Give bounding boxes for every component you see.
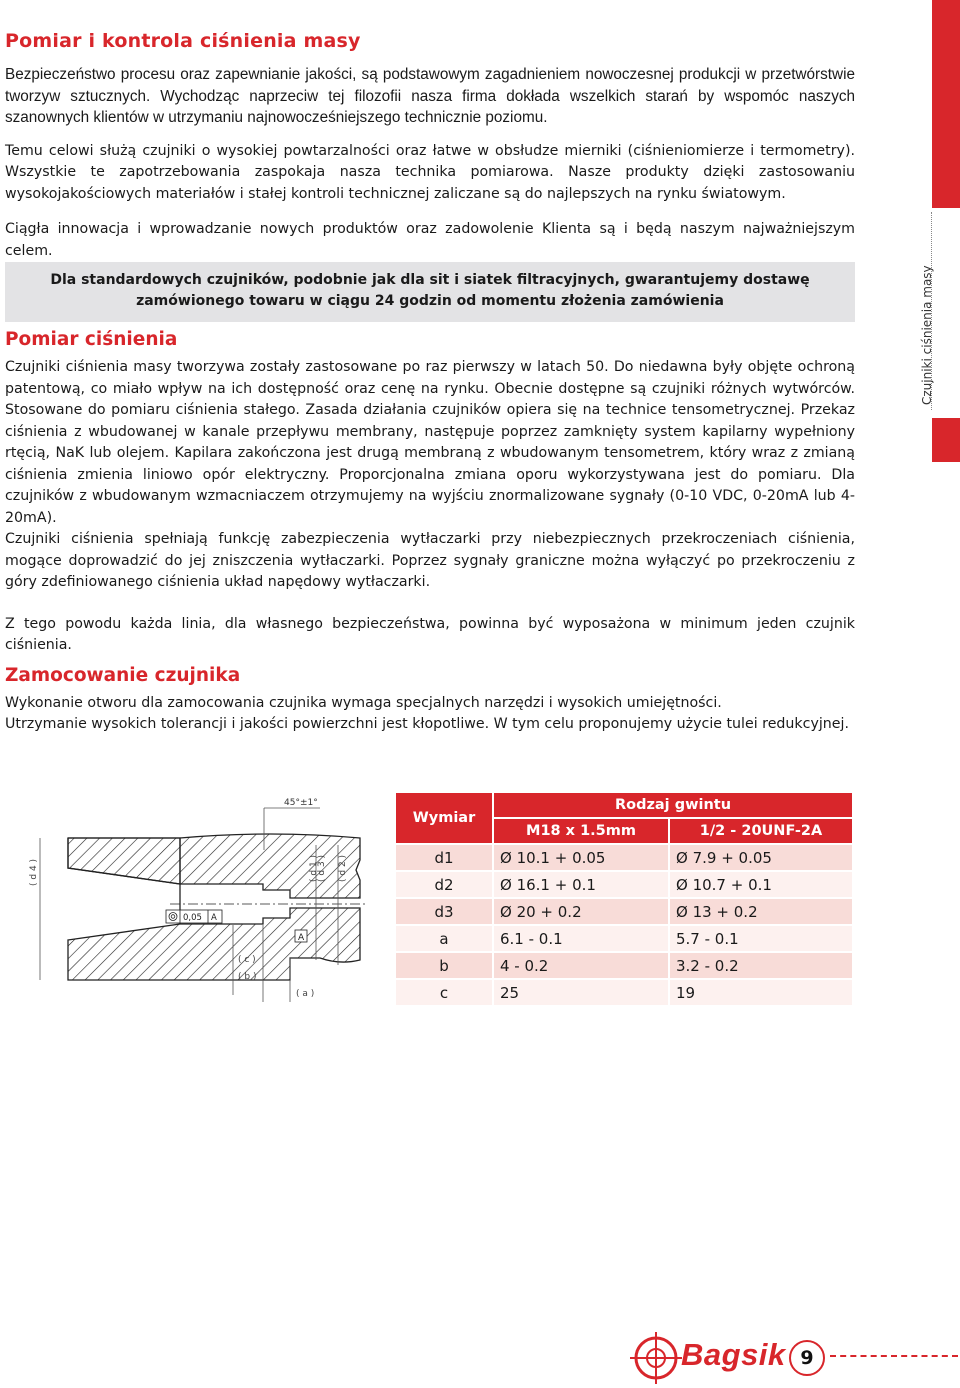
table-row <box>396 845 852 870</box>
delivery-notice <box>5 262 855 322</box>
label-d4: ( d 4 ) <box>29 858 39 886</box>
label-b: ( b ) <box>238 972 257 982</box>
cell-dim: d1 <box>396 845 492 870</box>
sidebar-red-bar <box>932 0 960 208</box>
page-number: 9 <box>789 1340 825 1376</box>
cell-unf: 3.2 - 0.2 <box>670 953 852 978</box>
brand-logo: Bagsik <box>681 1337 786 1372</box>
table-row <box>396 926 852 951</box>
cell-dim: a <box>396 926 492 951</box>
header-unf: 1/2 - 20UNF-2A <box>670 819 852 843</box>
header-dimension: Wymiar <box>396 793 492 843</box>
label-datum-ref: A <box>211 913 217 923</box>
table-row <box>396 872 852 897</box>
label-d1: ( d 1 ) <box>309 854 319 882</box>
cell-unf: 19 <box>670 980 852 1005</box>
cell-m18: Ø 10.1 + 0.05 <box>494 845 668 870</box>
label-a: ( a ) <box>296 989 315 999</box>
notice-line-1: Dla standardowych czujników, podobnie jak dla sit i siatek filtracyjnych, gwarantujemy dostawę <box>50 272 810 288</box>
label-c: ( c ) <box>238 955 256 965</box>
cell-m18: Ø 20 + 0.2 <box>494 899 668 924</box>
notice-line-2: zamówionego towaru w ciągu 24 godzin od momentu złożenia zamówienia <box>136 293 724 309</box>
label-d3: ( d 3 ) <box>317 854 327 882</box>
main-content <box>5 30 855 736</box>
cell-dim: b <box>396 953 492 978</box>
cell-m18: Ø 16.1 + 0.1 <box>494 872 668 897</box>
mounting-paragraph-2: Utrzymanie wysokich tolerancji i jakości powierzchni jest kłopotliwe. W tym celu proponujemy użycie tulei redukcyjnej. <box>5 716 849 732</box>
table-row <box>396 899 852 924</box>
cell-m18: 4 - 0.2 <box>494 953 668 978</box>
cell-dim: d3 <box>396 899 492 924</box>
crosshair-logo-icon <box>628 1330 684 1386</box>
section-title-mounting: Zamocowanie czujnika <box>5 664 241 686</box>
thread-spec-table <box>394 791 854 1007</box>
table-row <box>396 980 852 1005</box>
header-m18: M18 x 1.5mm <box>494 819 668 843</box>
cell-unf: 5.7 - 0.1 <box>670 926 852 951</box>
pressure-paragraph-1: Czujniki ciśnienia masy tworzywa zostały zastosowane po raz pierwszy w latach 50. Do niedawna były objęte ochroną patentową, co miało wpływ na ich dostępność oraz cenę na rynku. Obecnie dostępne są czujniki różnych wytwórców. Stosowane do pomiaru ciśnienia stałego. Zasada działania czujników opiera się na technice tensometrycznej. Przekaz ciśnienia z wbudowanej w kanale przepływu membrany, następuje poprzez zamknięty system kapilarny wypełniony rtęcią, NaK lub olejem. Kapilara zakończona jest drugą membraną z wbudowanym tensometrem, który wraz z zmianą ciśnienia zmienia liniowo opór elektryczny. Proporcjonalna zmiana oporu wykorzystywana jest do pomiaru. Dla czujników z wbudowanym wzmacniaczem otrzymujemy na wyjściu znormalizowane sygnały (0-10 VDC, 0-20mA lub 4-20mA). <box>5 359 855 526</box>
page-title: Pomiar i kontrola ciśnienia masy <box>5 30 361 52</box>
cell-dim: d2 <box>396 872 492 897</box>
cell-m18: 6.1 - 0.1 <box>494 926 668 951</box>
label-tolerance: 0,05 <box>183 913 202 923</box>
upper-wall-left-fill <box>68 838 180 884</box>
cell-unf: Ø 13 + 0.2 <box>670 899 852 924</box>
footer-dashes <box>830 1355 958 1357</box>
cell-unf: Ø 7.9 + 0.05 <box>670 845 852 870</box>
intro-paragraph-2: Temu celowi służą czujniki o wysokiej powtarzalności oraz łatwe w obsłudze mierniki (ciśnieniomierze i termometry). Wszystkie te zapotrzebowania zaspokaja nasza technika pomiarowa. Nasze produkty dzięki zastosowaniu wysokojakościowych materiałów i stałej kontroli technicznej zaliczane są do najlepszych na rynku światowym. <box>5 142 855 202</box>
cell-unf: Ø 10.7 + 0.1 <box>670 872 852 897</box>
label-datum: A <box>298 933 305 943</box>
sidebar-label: Czujniki ciśnienia masy <box>920 265 934 405</box>
label-angle: 45°±1° <box>284 798 318 808</box>
mounting-paragraph-1: Wykonanie otworu dla zamocowania czujnika wymaga specjalnych narzędzi i wysokich umiejętności. <box>5 694 722 711</box>
sidebar-red-tab <box>932 418 960 462</box>
intro-paragraph-1: Bezpieczeństwo procesu oraz zapewnianie jakości, są podstawowym zagadnieniem nowoczesnej produkcji w przetwórstwie tworzyw sztucznych. Wychodząc naprzeciw tej filozofii nasza firma dokłada wszelkich starań by wspomóc naszych szanownych klientów w utrzymaniu najnowocześniejszego technicznie poziomu. <box>5 66 855 126</box>
header-thread-type: Rodzaj gwintu <box>494 793 852 817</box>
mounting-hole-drawing <box>20 790 370 1005</box>
table-row <box>396 953 852 978</box>
pressure-paragraph-3: Z tego powodu każda linia, dla własnego bezpieczeństwa, powinna być wyposażona w minimum jeden czujnik ciśnienia. <box>5 615 855 653</box>
pressure-paragraph-2: Czujniki ciśnienia spełniają funkcję zabezpieczenia wytłaczarki przy niebezpiecznych przekroczeniach ciśnienia, mogące doprowadzić do jej zniszczenia wytłaczarki. Poprzez sygnały graniczne można wyłączyć po przekroczeniu z góry zdefiniowanego ciśnienia układ napędowy wytłaczarki. <box>5 531 855 590</box>
cell-dim: c <box>396 980 492 1005</box>
section-title-pressure: Pomiar ciśnienia <box>5 329 178 350</box>
intro-paragraph-3: Ciągła innowacja i wprowadzanie nowych produktów oraz zadowolenie Klienta są i będą naszym najważniejszym celem. <box>5 221 855 259</box>
label-d2: ( d 2 ) <box>338 854 348 882</box>
cell-m18: 25 <box>494 980 668 1005</box>
